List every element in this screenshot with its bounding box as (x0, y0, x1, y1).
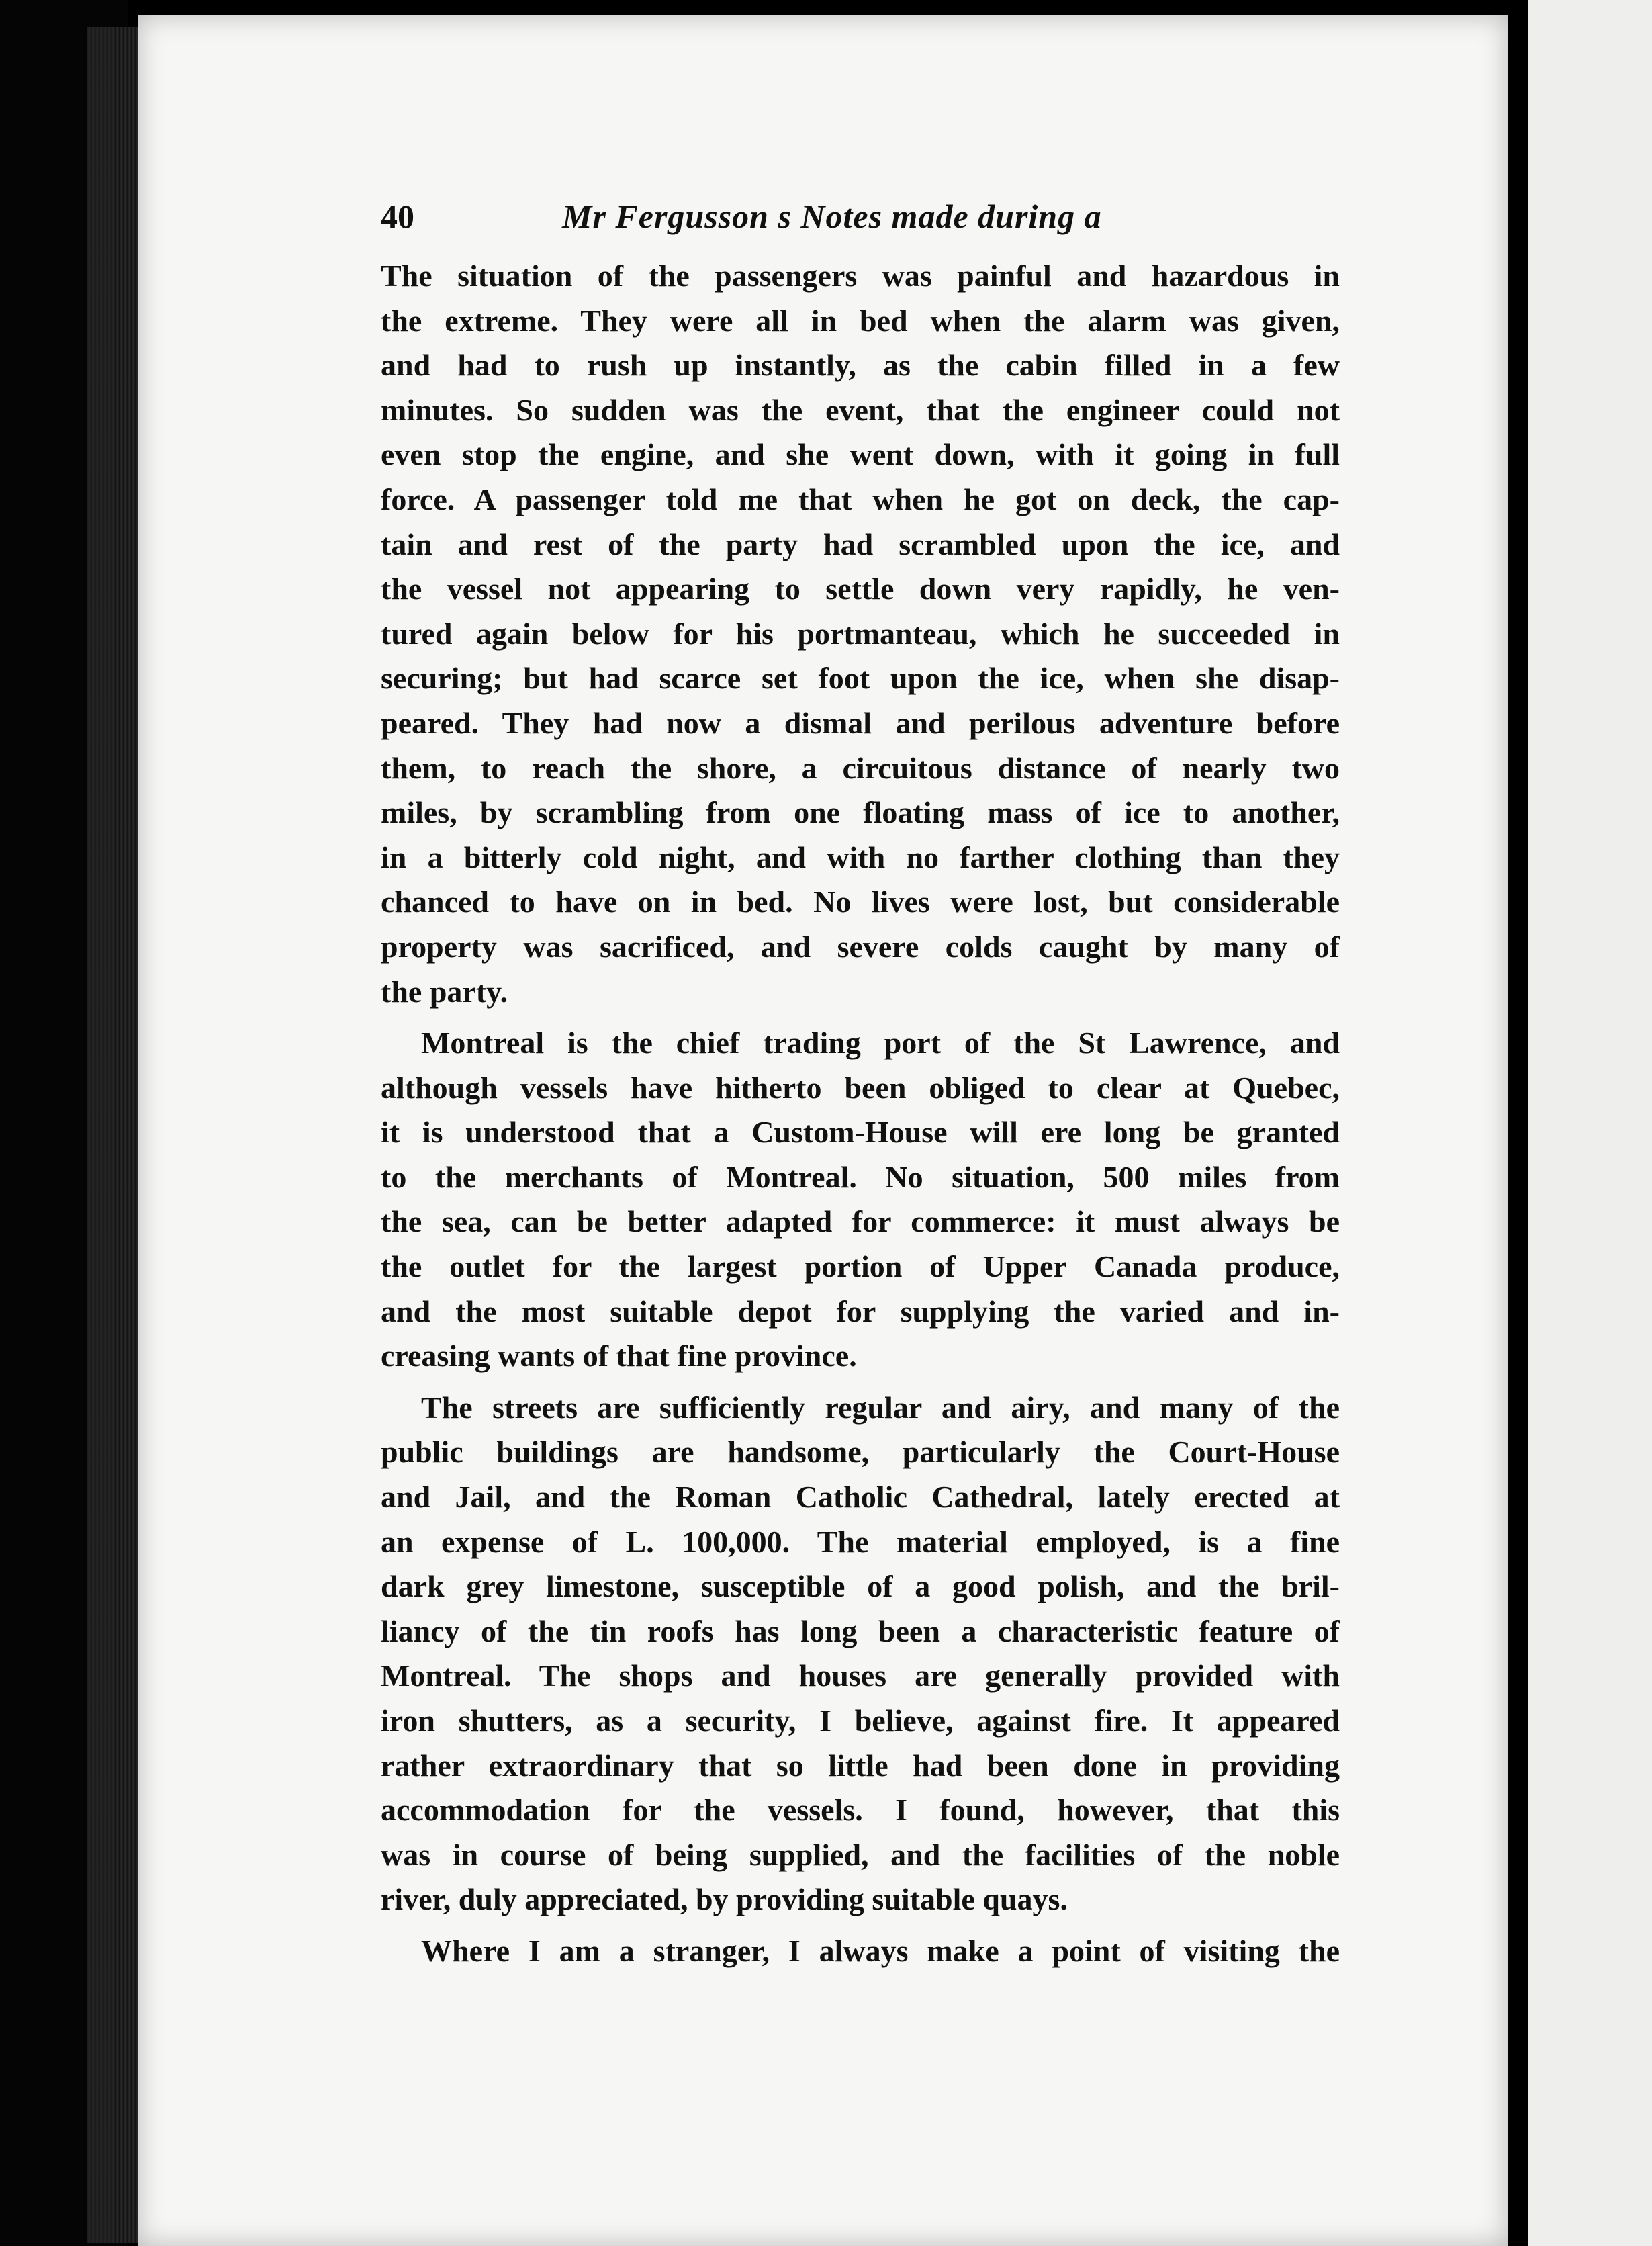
text-line: and Jail, and the Roman Catholic Cathedral, lately erected at (381, 1480, 1340, 1515)
text-line: river, duly appreciated, by providing suitable quays. (381, 1882, 1068, 1917)
text-line: The situation of the passengers was painful and hazardous in (381, 259, 1340, 293)
text-line: in a bitterly cold night, and with no farther clothing than they (381, 840, 1340, 874)
text-line: and had to rush up instantly, as the cabin filled in a few (381, 348, 1340, 383)
text-line: them, to reach the shore, a circuitous distance of nearly two (381, 750, 1340, 785)
text-line: the sea, can be better adapted for commerce: it must always be (381, 1204, 1340, 1239)
text-line: Where I am a stranger, I always make a point of visiting the (421, 1933, 1340, 1968)
text-line: creasing wants of that fine province. (381, 1339, 857, 1374)
text-line: force. A passenger told me that when he got on deck, the cap- (381, 482, 1340, 516)
text-line: was in course of being supplied, and the facilities of the noble (381, 1837, 1340, 1872)
text-line: property was sacrificed, and severe colds caught by many of (381, 929, 1340, 964)
text-line: dark grey limestone, susceptible of a good polish, and the bril- (381, 1569, 1340, 1604)
text-line: miles, by scrambling from one floating mass of ice to another, (381, 795, 1340, 830)
text-line: securing; but had scarce set foot upon the ice, when she disap- (381, 661, 1340, 696)
text-line: it is understood that a Custom-House will ere long be granted (381, 1115, 1340, 1150)
text-line: liancy of the tin roofs has long been a characteristic feature of (381, 1613, 1340, 1648)
running-title: Mr Fergusson s Notes made during a (562, 197, 1102, 235)
page-number: 40 (381, 197, 414, 235)
page-header (381, 191, 1341, 252)
text-line: the extreme. They were all in bed when the alarm was given, (381, 303, 1340, 338)
text-line: tured again below for his portmanteau, which he succeeded in (381, 616, 1340, 651)
text-line: Montreal is the chief trading port of the St Lawrence, and (421, 1026, 1340, 1061)
text-line: and the most suitable depot for supplying the varied and in- (381, 1294, 1340, 1329)
text-line: chanced to have on in bed. No lives were lost, but considerable (381, 885, 1340, 919)
text-line: iron shutters, as a security, I believe, against fire. It appeared (381, 1703, 1340, 1738)
text-line: the vessel not appearing to settle down very rapidly, he ven- (381, 572, 1340, 607)
text-line: the outlet for the largest portion of Upper Canada produce, (381, 1249, 1340, 1284)
text-line: Montreal. The shops and houses are generally provided with (381, 1658, 1340, 1693)
text-line: public buildings are handsome, particularly the Court-House (381, 1435, 1340, 1470)
text-line: even stop the engine, and she went down, with it going in full (381, 437, 1340, 472)
text-line: rather extraordinary that so little had been done in providing (381, 1748, 1340, 1783)
paragraph (381, 254, 1340, 1014)
text-line: an expense of L. 100,000. The material employed, is a fine (381, 1524, 1340, 1559)
book-page-edges (87, 27, 141, 2243)
body-text (381, 254, 1340, 1974)
text-line: tain and rest of the party had scrambled upon the ice, and (381, 527, 1340, 562)
text-line: although vessels have hitherto been obliged to clear at Quebec, (381, 1070, 1340, 1105)
text-line: minutes. So sudden was the event, that the engineer could not (381, 392, 1340, 427)
facing-page-edge (1519, 0, 1652, 2246)
paragraph (381, 1386, 1340, 1922)
text-line: accommodation for the vessels. I found, however, that this (381, 1793, 1340, 1828)
text-line: The streets are sufficiently regular and airy, and many of the (421, 1390, 1340, 1425)
text-line: to the merchants of Montreal. No situation, 500 miles from (381, 1159, 1340, 1194)
paragraph (381, 1021, 1340, 1379)
text-line: the party. (381, 974, 508, 1009)
text-line: peared. They had now a dismal and perilous adventure before (381, 705, 1340, 740)
paragraph (381, 1929, 1340, 1974)
